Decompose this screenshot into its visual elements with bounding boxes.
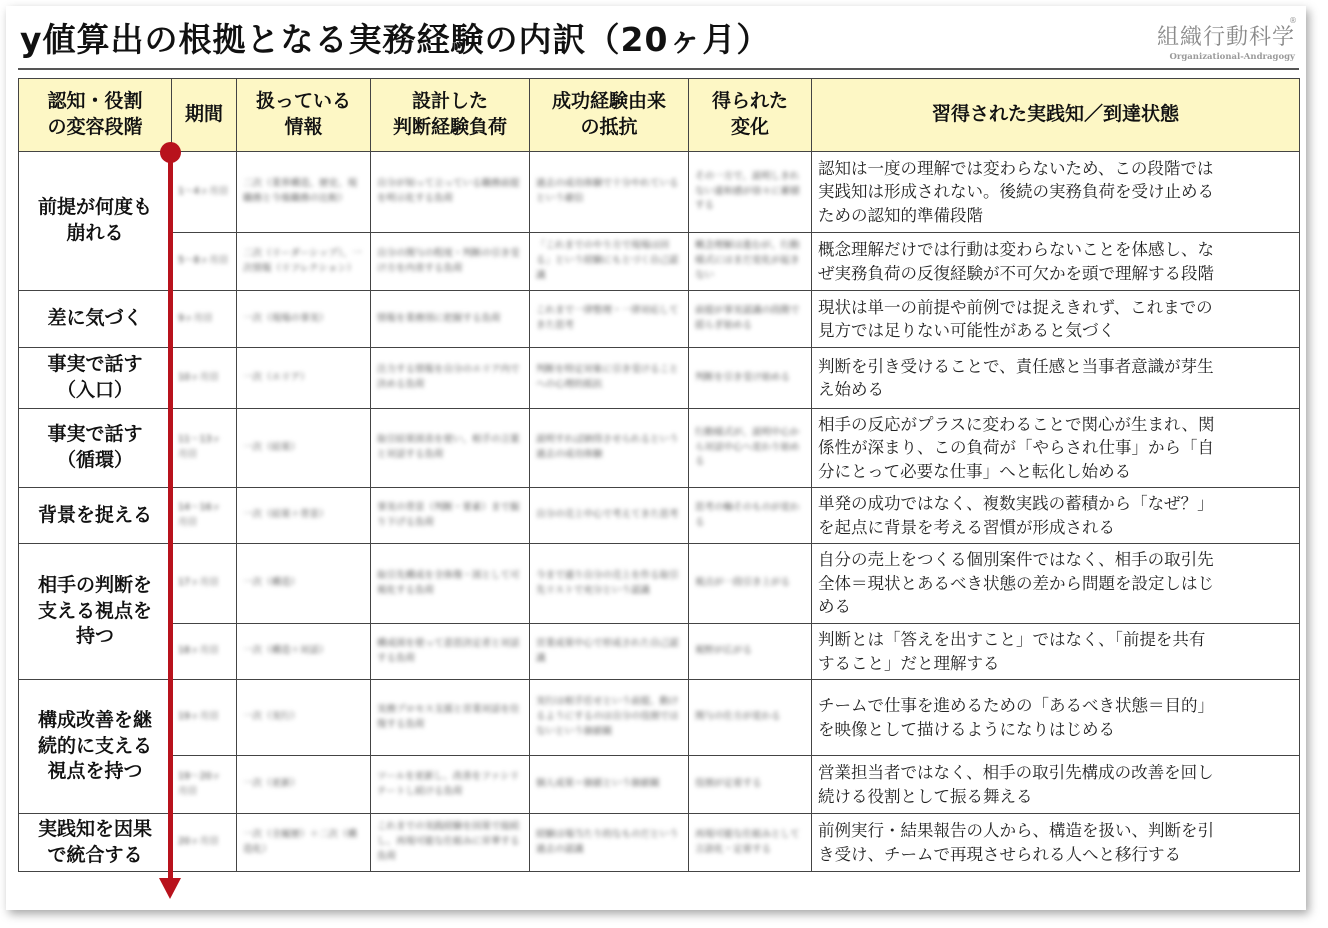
knowledge-line: 全体＝現状とあるべき状態の差から問題を設定しはじ <box>818 573 1214 593</box>
period-cell: 17ヶ月目 <box>172 544 237 624</box>
header-knowledge: 習得された実践知／到達状態 <box>812 79 1300 152</box>
load-cell: 自分が知って立っている職務前提を明示化する負荷 <box>371 152 530 233</box>
knowledge-line: 判断を引き受けることで、責任感と当事者意識が芽生 <box>818 356 1214 376</box>
table-row <box>19 409 1300 488</box>
table-row <box>19 624 1300 680</box>
knowledge-cell <box>812 348 1300 409</box>
knowledge-line: 認知は一度の理解では変わらないため、この段階では <box>818 158 1214 178</box>
load-cell: 取引結果図表を使い、相手の言葉と対話する負荷 <box>371 409 530 488</box>
resist-cell: 実行は相手任せという前提、動けるようにするのは自分の役割ではないという価値観 <box>530 680 689 756</box>
knowledge-cell <box>812 233 1300 291</box>
experience-table <box>18 78 1300 872</box>
knowledge-line: 概念理解だけでは行動は変わらないことを体感し、な <box>818 240 1214 260</box>
resist-cell: 今まで通り自分の売上を作る取引先リストで充分という認識 <box>530 544 689 624</box>
resist-cell: 経験は場当たり的なものだという過去の認識 <box>530 814 689 872</box>
header-row <box>19 79 1300 152</box>
header-stage: 認知・役割 の変容段階 <box>19 79 172 152</box>
period-cell: 11〜13ヶ月目 <box>172 409 237 488</box>
knowledge-cell <box>812 152 1300 233</box>
brand-subtitle: Organizational-Andragogy <box>1169 52 1295 62</box>
knowledge-cell <box>812 544 1300 624</box>
change-cell: 役割が定着する <box>689 756 812 814</box>
resist-cell: 営業成果中心で形成された自己認識 <box>530 624 689 680</box>
resist-cell: これまで一律整理・一律対応してきた思考 <box>530 291 689 348</box>
knowledge-line: 営業担当者ではなく、相手の取引先構成の改善を回し <box>818 763 1214 783</box>
knowledge-line: 見方では足りない可能性があると気づく <box>818 321 1115 340</box>
knowledge-line: すること」だと理解する <box>818 653 1000 673</box>
knowledge-cell <box>812 680 1300 756</box>
stage-cell: 事実で話す （循環） <box>19 409 172 488</box>
knowledge-cell <box>812 814 1300 872</box>
knowledge-cell <box>812 756 1300 814</box>
stage-cell: 背景を捉える <box>19 488 172 544</box>
knowledge-cell <box>812 409 1300 488</box>
title-divider <box>18 68 1299 70</box>
table-row <box>19 544 1300 624</box>
header-change: 得られた 変化 <box>689 79 812 152</box>
table-row <box>19 233 1300 291</box>
stage-cell: 実践知を因果 で統合する <box>19 814 172 872</box>
resist-cell: 個人成果＝価値という価値観 <box>530 756 689 814</box>
page-title: y値算出の根拠となる実務経験の内訳（20ヶ月） <box>20 20 771 59</box>
change-cell: 判断を引き受け始める <box>689 348 812 409</box>
knowledge-line: 単発の成功ではなく、複数実践の蓄積から「なぜ？」 <box>818 494 1214 514</box>
table-row <box>19 756 1300 814</box>
info-cell: 一次（更新） <box>237 756 371 814</box>
load-cell: 情報を業務別に把握する負荷 <box>371 291 530 348</box>
header-info: 扱っている 情報 <box>237 79 371 152</box>
period-cell: 1〜4ヶ月目 <box>172 152 237 233</box>
info-cell: 二次（リーダーシップ）、一次情報（リフレクション） <box>237 233 371 291</box>
info-cell: 一次（エリア） <box>237 348 371 409</box>
table-row <box>19 488 1300 544</box>
knowledge-line: 現状は単一の前提や前例では捉えきれず、これまでの <box>818 297 1213 317</box>
period-cell: 9ヶ月目 <box>172 291 237 348</box>
resist-cell: 「これまでのやり方で現場は回る」という経験にもとづく自己認識 <box>530 233 689 291</box>
knowledge-line: 実践知は形成されない。後続の実務負荷を受け止める <box>818 182 1214 202</box>
load-cell: 自分の関与の程度・判断の引き受け方を内省する負荷 <box>371 233 530 291</box>
info-cell: 一次（全履歴）＋二次（構造化） <box>237 814 371 872</box>
resist-cell: 自分の売上中心で考えてきた思考 <box>530 488 689 544</box>
header-resist: 成功経験由来 の抵抗 <box>530 79 689 152</box>
period-cell: 14〜16ヶ月目 <box>172 488 237 544</box>
info-cell: 一次（現場の事実） <box>237 291 371 348</box>
change-cell: 行動様式が、説明中心から対話中心へ変わり始める <box>689 409 812 488</box>
knowledge-cell <box>812 488 1300 544</box>
load-cell: 事実の背景（判断・要素）まで掘り下げる負荷 <box>371 488 530 544</box>
header-load: 設計した 判断経験負荷 <box>371 79 530 152</box>
period-cell: 19ヶ月目 <box>172 680 237 756</box>
load-cell: 実務プロセス支援と営業対話を往復する負荷 <box>371 680 530 756</box>
knowledge-cell <box>812 624 1300 680</box>
table-row <box>19 291 1300 348</box>
info-cell: 一次（結果＋背景） <box>237 488 371 544</box>
knowledge-line: 前例実行・結果報告の人から、構造を扱い、判断を引 <box>818 821 1214 841</box>
load-cell: 構成図を使って意思決定者と対話する負荷 <box>371 624 530 680</box>
period-cell: 5〜8ヶ月目 <box>172 233 237 291</box>
stage-cell: 差に気づく <box>19 291 172 348</box>
change-cell: その一方で、説明しきれない違和感が徐々に蓄積する <box>689 152 812 233</box>
info-cell: 二次（業界構造、歴史、現職務と今後職務の比較） <box>237 152 371 233</box>
knowledge-line: ぜ実務負荷の反復経験が不可欠かを頭で理解する段階 <box>818 263 1214 283</box>
stage-cell: 相手の判断を 支える視点を 持つ <box>19 544 172 680</box>
change-cell: 視野が広がる <box>689 624 812 680</box>
knowledge-line: 自分の売上をつくる個別案件ではなく、相手の取引先 <box>818 550 1214 570</box>
timeline-start-dot <box>160 142 181 163</box>
knowledge-line: める <box>818 597 851 617</box>
knowledge-cell <box>812 291 1300 348</box>
registered-mark: ® <box>1289 16 1297 25</box>
change-cell: 関与の仕方が変わる <box>689 680 812 756</box>
stage-cell: 前提が何度も 崩れる <box>19 152 172 291</box>
info-cell: 一次（構造＋対話） <box>237 624 371 680</box>
load-cell: これまでの実践経験を因果で接続し、再現可能な仕組みに昇華する負荷 <box>371 814 530 872</box>
resist-cell: 判断を特定対象に引き受けることへの心理的抵抗 <box>530 348 689 409</box>
period-cell: 18ヶ月目 <box>172 624 237 680</box>
knowledge-line: チームで仕事を進めるための「あるべき状態＝目的」 <box>818 696 1214 716</box>
knowledge-line: 続ける役割として振る舞える <box>818 786 1033 806</box>
timeline-arrowhead <box>159 878 181 899</box>
change-cell: 思考の軸そのものが変わる <box>689 488 812 544</box>
period-cell: 10ヶ月目 <box>172 348 237 409</box>
table-row <box>19 348 1300 409</box>
period-cell: 19〜20ヶ月目 <box>172 756 237 814</box>
load-cell: ツールを更新し、改善をファシリテートし続ける負荷 <box>371 756 530 814</box>
info-cell: 一次（実行） <box>237 680 371 756</box>
stage-cell: 構成改善を継 続的に支える 視点を持つ <box>19 680 172 814</box>
resist-cell: 説明すれば納得させられるという過去の成功体験 <box>530 409 689 488</box>
table-row <box>19 152 1300 233</box>
brand-logo <box>1140 20 1295 62</box>
period-cell: 20ヶ月目 <box>172 814 237 872</box>
knowledge-line: を起点に背景を考える習慣が形成される <box>818 517 1115 537</box>
change-cell: 概念理解は進むが、行動様式にはまだ変化が起きない <box>689 233 812 291</box>
table-row <box>19 680 1300 756</box>
knowledge-line: 相手の反応がプラスに変わることで関心が生まれ、関 <box>818 414 1215 434</box>
knowledge-line: 判断とは「答えを出すこと」ではなく、「前提を共有 <box>818 630 1206 650</box>
info-cell: 一次（構造） <box>237 544 371 624</box>
load-cell: 取引先構成を全体像・図として可視化する負荷 <box>371 544 530 624</box>
change-cell: 再現可能な仕組みとして言語化・定着する <box>689 814 812 872</box>
load-cell: 注力する情報を自分のエリア内で決める負荷 <box>371 348 530 409</box>
brand-name: 組織行動科学 <box>1156 25 1295 50</box>
knowledge-line: え始める <box>818 380 884 399</box>
change-cell: 前提が事実認識の段階で揺らぎ始める <box>689 291 812 348</box>
knowledge-line: 分にとって必要な仕事」へと転化し始める <box>818 461 1132 481</box>
resist-cell: 過去の成功体験で十分やれているという確信 <box>530 152 689 233</box>
info-cell: 一次（結果） <box>237 409 371 488</box>
header-period: 期間 <box>172 79 237 152</box>
timeline-arrow <box>168 151 173 881</box>
table-row <box>19 814 1300 872</box>
change-cell: 視点が一段引き上がる <box>689 544 812 624</box>
stage-cell: 事実で話す （入口） <box>19 348 172 409</box>
knowledge-line: 係性が深まり、この負荷が「やらされ仕事」から「自 <box>818 438 1214 458</box>
knowledge-line: き受け、チームで再現させられる人へと移行する <box>818 844 1181 864</box>
knowledge-line: ための認知的準備段階 <box>818 205 983 225</box>
knowledge-line: を映像として描けるようになりはじめる <box>818 719 1115 739</box>
